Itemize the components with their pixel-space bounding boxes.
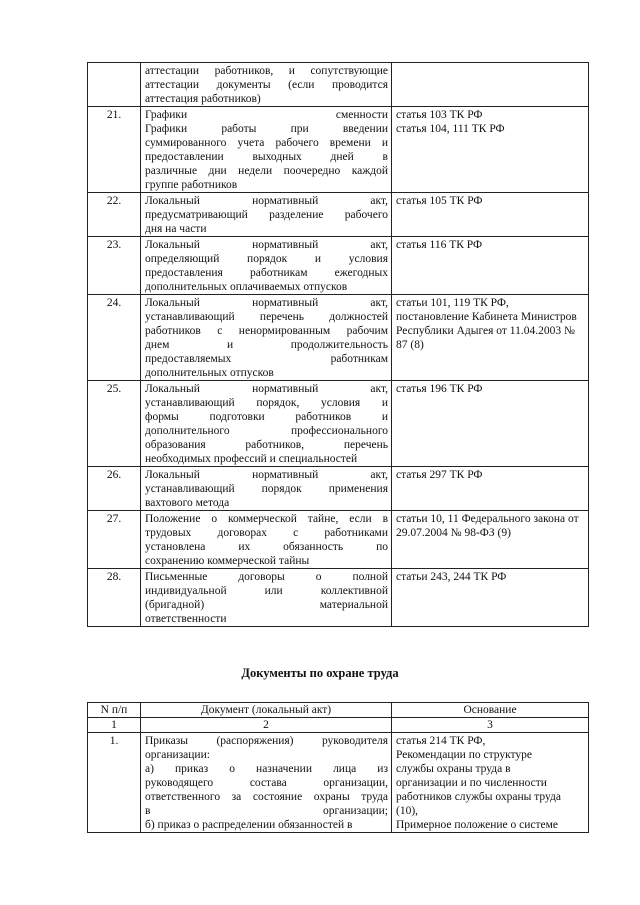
basis-cell: [392, 237, 589, 295]
cell-line: 29.07.2004 № 98-ФЗ (9): [396, 527, 511, 539]
cell-line: Республики Адыгея от 11.04.2003 №: [396, 325, 575, 337]
cell-line: предоставления работникам ежегодных: [145, 267, 388, 279]
cell-line: б) приказ о распределении обязанностей в: [145, 819, 353, 831]
cell-line: устанавливающий перечень должностей: [145, 311, 388, 323]
table-row: [88, 295, 589, 381]
cell-line: установлена их обязанность по: [145, 541, 388, 553]
document-cell: [141, 511, 392, 569]
cell-line: определяющий порядок и условия: [145, 253, 388, 265]
header-basis: Основание: [392, 703, 589, 718]
row-number: [88, 569, 141, 627]
cell-line: организации:: [145, 749, 210, 761]
basis-cell: [392, 193, 589, 237]
row-number-text: 26.: [106, 469, 122, 481]
row-number: [88, 295, 141, 381]
cell-line: сохранению коммерческой тайны: [145, 555, 310, 567]
cell-line: Примерное положение о системе: [396, 819, 559, 831]
document-cell: [141, 107, 392, 193]
table-row: [88, 381, 589, 467]
cell-line: группе работников: [145, 179, 238, 191]
table-row: [88, 733, 589, 833]
row-number: [88, 467, 141, 511]
cell-line: службы охраны труда в: [396, 763, 511, 775]
cell-line: статья 297 ТК РФ: [396, 469, 483, 481]
row-number: [88, 381, 141, 467]
cell-line: руководящего состава организации,: [145, 777, 388, 789]
cell-line: индивидуальной или коллективной: [145, 585, 388, 597]
table-row: [88, 237, 589, 295]
document-cell: [141, 237, 392, 295]
section-title: Документы по охране труда: [241, 666, 399, 680]
cell-line: Графики сменности: [145, 109, 388, 121]
column-number-2: 2: [141, 718, 392, 733]
row-number-text: 25.: [106, 383, 122, 395]
cell-line: устанавливающий порядок, условия и: [145, 397, 388, 409]
cell-line: формы подготовки работников и: [145, 411, 388, 423]
row-number: [88, 63, 141, 107]
row-number-text: 21.: [106, 109, 122, 121]
row-number: [88, 193, 141, 237]
cell-line: Локальный нормативный акт,: [145, 195, 388, 207]
document-cell: [141, 381, 392, 467]
cell-line: предоставляемых работникам: [145, 353, 388, 365]
cell-line: устанавливающий порядок применения: [145, 483, 388, 495]
documents-table-continued: [87, 62, 589, 627]
basis-cell: [392, 295, 589, 381]
basis-cell: [392, 733, 589, 833]
header-document: Документ (локальный акт): [141, 703, 392, 718]
cell-line: дополнительного профессионального: [145, 425, 388, 437]
cell-line: статья 104, 111 ТК РФ: [396, 123, 505, 135]
basis-cell: [392, 381, 589, 467]
basis-cell: [392, 107, 589, 193]
document-cell: [141, 63, 392, 107]
cell-line: 87 (8): [396, 339, 424, 351]
cell-line: Локальный нормативный акт,: [145, 383, 388, 395]
cell-line: необходимых профессий и специальностей: [145, 453, 358, 465]
row-number-text: 27.: [106, 513, 122, 525]
column-number-3: 3: [392, 718, 589, 733]
cell-line: статьи 101, 119 ТК РФ,: [396, 297, 509, 309]
row-number-text: 28.: [106, 571, 122, 583]
cell-line: различные дни недели поочередно каждой: [145, 165, 388, 177]
cell-line: работников службы охраны труда: [396, 791, 561, 803]
cell-line: (10),: [396, 805, 419, 817]
header-number: N п/п: [88, 703, 141, 718]
document-cell: [141, 467, 392, 511]
cell-line: статья 103 ТК РФ: [396, 109, 483, 121]
cell-line: аттестации документы (если проводится: [145, 79, 388, 91]
header-row: [88, 703, 589, 718]
cell-line: трудовых договорах с работниками: [145, 527, 388, 539]
cell-line: статья 196 ТК РФ: [396, 383, 483, 395]
cell-line: в организации;: [145, 805, 388, 817]
cell-line: Локальный нормативный акт,: [145, 297, 388, 309]
cell-line: образования работников, перечень: [145, 439, 388, 451]
cell-line: статья 105 ТК РФ: [396, 195, 483, 207]
cell-line: суммированного учета рабочего времени и: [145, 137, 388, 149]
cell-line: Локальный нормативный акт,: [145, 239, 388, 251]
cell-line: предусматривающий разделение рабочего: [145, 209, 388, 221]
table-row: [88, 107, 589, 193]
cell-line: а) приказ о назначении лица из: [145, 763, 388, 775]
document-cell: [141, 295, 392, 381]
cell-line: аттестация работников): [145, 93, 261, 105]
cell-line: Приказы (распоряжения) руководителя: [145, 735, 388, 747]
cell-line: Положение о коммерческой тайне, если в: [145, 513, 388, 525]
cell-line: Письменные договоры о полной: [145, 571, 388, 583]
cell-line: ответственности: [145, 613, 227, 625]
cell-line: днем и продолжительность: [145, 339, 388, 351]
row-number: [88, 107, 141, 193]
table-row: [88, 569, 589, 627]
row-number-text: 1.: [109, 735, 119, 747]
document-cell: [141, 569, 392, 627]
column-number-1: 1: [88, 718, 141, 733]
row-number-text: 24.: [106, 297, 122, 309]
table-row: [88, 193, 589, 237]
basis-cell: [392, 63, 589, 107]
document-cell: [141, 733, 392, 833]
cell-line: предоставлении выходных дней в: [145, 151, 388, 163]
basis-cell: [392, 511, 589, 569]
table-row: [88, 467, 589, 511]
cell-line: аттестации работников, и сопутствующие: [145, 65, 388, 77]
cell-line: Локальный нормативный акт,: [145, 469, 388, 481]
document-cell: [141, 193, 392, 237]
basis-cell: [392, 569, 589, 627]
cell-line: дополнительных отпусков: [145, 367, 274, 379]
cell-line: дня на части: [145, 223, 207, 235]
cell-line: статьи 10, 11 Федерального закона от: [396, 513, 579, 525]
cell-line: ответственного за состояние охраны труда: [145, 791, 388, 803]
cell-line: вахтового метода: [145, 497, 230, 509]
cell-line: статья 116 ТК РФ: [396, 239, 483, 251]
table-row: [88, 63, 589, 107]
labor-safety-documents-table: [87, 702, 589, 833]
cell-line: статья 214 ТК РФ,: [396, 735, 486, 747]
row-number: [88, 511, 141, 569]
table-row: [88, 511, 589, 569]
column-number-row: [88, 718, 589, 733]
cell-line: (бригадной) материальной: [145, 599, 388, 611]
cell-line: постановление Кабинета Министров: [396, 311, 577, 323]
cell-line: Рекомендации по структуре: [396, 749, 533, 761]
cell-line: Графики работы при введении: [145, 123, 388, 135]
basis-cell: [392, 467, 589, 511]
row-number-text: 22.: [106, 195, 122, 207]
cell-line: статьи 243, 244 ТК РФ: [396, 571, 507, 583]
row-number-text: 23.: [106, 239, 122, 251]
row-number: [88, 733, 141, 833]
cell-line: организации и по численности: [396, 777, 547, 789]
cell-line: дополнительных оплачиваемых отпусков: [145, 281, 348, 293]
row-number: [88, 237, 141, 295]
cell-line: работников с ненормированным рабочим: [145, 325, 388, 337]
